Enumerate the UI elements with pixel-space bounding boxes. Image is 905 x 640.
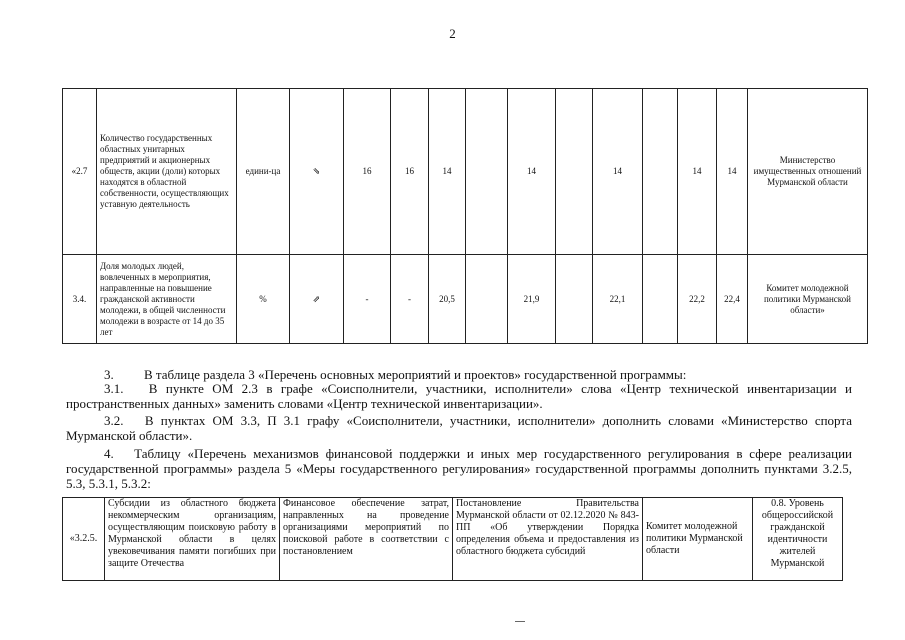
value-cell: 14	[717, 89, 748, 255]
table-row	[63, 498, 843, 581]
paragraph-body: В пунктах ОМ 3.3, П 3.1 графу «Соисполнители, участники, исполнители» дополнить словами «Министерство спорта Мурманской области».	[66, 413, 852, 443]
value-cell: 14	[593, 89, 643, 255]
cell-text: Постановление Правительства Мурманской области от 02.12.2020 № 843-ПП «Об утверждении Порядка определения объема и предоставления из областного бюджета субсидий	[456, 498, 639, 557]
mechanisms-table	[62, 497, 843, 581]
paragraph-text	[66, 446, 852, 491]
regulation-act	[453, 498, 643, 581]
responsible-cell: Министерство имущественных отношений Мурманской области	[748, 89, 868, 255]
value-cell: 14	[429, 89, 466, 255]
value-cell: 16	[344, 89, 391, 255]
value-cell: 22,2	[678, 255, 717, 344]
value-cell: 21,9	[508, 255, 556, 344]
target-indicator	[753, 498, 843, 581]
page-number: 2	[449, 26, 456, 41]
cell-text: Субсидии из областного бюджета некоммерческим организациям, осуществляющим поисковую работу в Мурманской области в целях увековечивания памяти погибших при защите Отечества	[108, 498, 276, 569]
scan-mark	[515, 621, 525, 622]
paragraph-number: 4.	[104, 446, 114, 461]
paragraph-body: Таблицу «Перечень механизмов финансовой поддержки и иных мер государственного регулирования в сфере реализации государственной программы» раздела 5 «Меры государственного регулирования» государственной программы дополнить пунктами 3.2.5, 5.3, 5.3.1, 5.3.2:	[66, 446, 853, 491]
empty-cell	[643, 89, 678, 255]
responsible-cell: Комитет молодежной политики Мурманской области»	[748, 255, 868, 344]
paragraph-number: 3.1.	[104, 381, 124, 396]
row-number: «3.2.5.	[63, 498, 105, 581]
trend-arrow-icon: ⇗	[290, 255, 344, 344]
value-cell: 16	[391, 89, 429, 255]
value-cell: 22,1	[593, 255, 643, 344]
indicator-description: Доля молодых людей, вовлеченных в мероприятия, направленные на повышение гражданской активности молодежи, в общей численности молодежи в возрасте от 14 до 35 лет	[97, 255, 237, 344]
cell-text: Финансовое обеспечение затрат, направленных на проведение организациями мероприятий по поисковой работе в соответствии с постановлением	[283, 498, 449, 557]
paragraph-body: В пункте ОМ 2.3 в графе «Соисполнители, участники, исполнители» слова «Центр технической инвентаризации и пространственных данных» заменить словами «Центр технической инвентаризации».	[66, 381, 852, 411]
indicator-description: Количество государственных областных унитарных предприятий и акционерных обществ, акции (доли) которых находятся в областной собственности, осуществляющих уставную деятельность	[97, 89, 237, 255]
financing-description	[280, 498, 453, 581]
subsidy-description	[105, 498, 280, 581]
row-number: 3.4.	[63, 255, 97, 344]
responsible-cell	[643, 498, 753, 581]
value-cell: 14	[508, 89, 556, 255]
row-number: «2.7	[63, 89, 97, 255]
table-row	[63, 89, 868, 255]
trend-arrow-icon: ⇘	[290, 89, 344, 255]
value-cell: -	[344, 255, 391, 344]
empty-cell	[556, 89, 593, 255]
unit-cell: %	[237, 255, 290, 344]
cell-text: 0.8. Уровень общероссийской гражданской идентичности жителей Мурманской	[761, 498, 834, 569]
indicators-table	[62, 88, 868, 344]
value-cell: 14	[678, 89, 717, 255]
value-cell: 22,4	[717, 255, 748, 344]
value-cell: -	[391, 255, 429, 344]
empty-cell	[466, 89, 508, 255]
value-cell: 20,5	[429, 255, 466, 344]
empty-cell	[643, 255, 678, 344]
paragraph-text	[66, 413, 852, 443]
empty-cell	[556, 255, 593, 344]
paragraph-text: В таблице раздела 3 «Перечень основных мероприятий и проектов» государственной программы:	[144, 367, 687, 382]
paragraph-number: 3.2.	[104, 413, 124, 428]
unit-cell: едини-ца	[237, 89, 290, 255]
paragraph-text	[66, 381, 852, 411]
empty-cell	[466, 255, 508, 344]
cell-text: Комитет молодежной политики Мурманской области	[646, 521, 743, 556]
table-row	[63, 255, 868, 344]
paragraph-number: 3.	[104, 367, 114, 382]
